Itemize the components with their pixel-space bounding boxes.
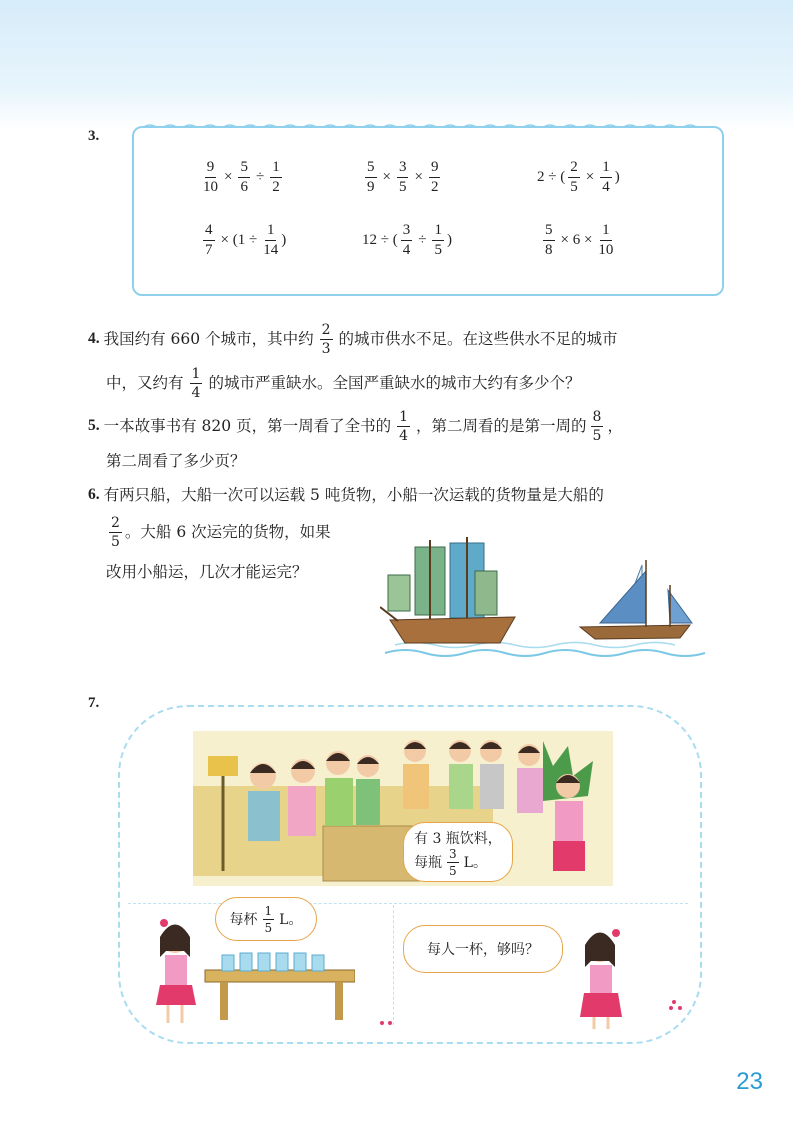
- expression-3-4: $\frac{4}{7}$ × (1 ÷ $\frac{1}{14}$ ): [205, 222, 287, 258]
- decor-dots: [378, 1018, 398, 1028]
- question-5-line-1: 5. 一本故事书有 820 页，第一周看了全书的 $\frac{1}{4}$ ，第二周看的是第一周的 $\frac{8}{5}$ ，: [88, 409, 623, 444]
- speech-bubble-cup: 每杯 $\frac{1}{5}$ L。: [215, 897, 317, 941]
- exercise-box: [132, 126, 724, 296]
- big-ship-icon: [380, 537, 515, 643]
- header-band: [0, 0, 793, 130]
- question-number-4: 4.: [88, 330, 100, 348]
- speech-bubble-drinks: 有 3 瓶饮料， 每瓶 $\frac{3}{5}$ L。: [403, 822, 513, 882]
- page-number: 23: [736, 1068, 763, 1095]
- decor-dots-right: [668, 998, 688, 1012]
- question-number-3: 3.: [88, 128, 100, 144]
- question-6-line-1: 6. 有两只船，大船一次可以运载 5 吨货物，小船一次运载的货物量是大船的: [88, 486, 604, 504]
- expression-3-6: $\frac{5}{8}$ × 6 × $\frac{1}{10}$: [545, 222, 614, 258]
- small-ship-icon: [580, 560, 692, 639]
- expression-3-3: 2 ÷ ( $\frac{2}{5}$ × $\frac{1}{4}$ ): [537, 159, 620, 195]
- question-6-line-2: $\frac{2}{5}$ 。大船 6 次运完的货物，如果: [111, 515, 331, 550]
- expression-3-5: 12 ÷ ( $\frac{3}{4}$ ÷ $\frac{1}{5}$ ): [362, 222, 452, 258]
- expression-3-1: $\frac{9}{10}$ × $\frac{5}{6}$ ÷ $\frac{1}{2}$: [203, 159, 280, 195]
- question-4-line-2: 中，又约有 $\frac{1}{4}$ 的城市严重缺水。全国严重缺水的城市大约有多少个？: [106, 366, 581, 401]
- question-number-7: 7.: [88, 695, 100, 711]
- panel-divider: [128, 903, 688, 904]
- question-6-line-3: 改用小船运，几次才能运完？: [106, 563, 308, 581]
- question-number-6: 6.: [88, 486, 100, 503]
- ships-illustration: [380, 535, 715, 660]
- question-4-line-1: 4. 我国约有 660 个城市，其中约 $\frac{2}{3}$ 的城市供水不足。在这些供水不足的城市: [88, 322, 618, 357]
- speech-bubble-question: 每人一杯，够吗？: [403, 925, 563, 973]
- panel-divider-vertical: [393, 905, 394, 1025]
- question-number-5: 5.: [88, 417, 100, 435]
- girl-with-cups-illustration: [150, 915, 355, 1025]
- girl-thinking-illustration: [572, 925, 632, 1030]
- question-5-line-2: 第二周看了多少页？: [106, 452, 246, 470]
- expression-3-2: $\frac{5}{9}$ × $\frac{3}{5}$ × $\frac{9}{2}$: [367, 159, 439, 195]
